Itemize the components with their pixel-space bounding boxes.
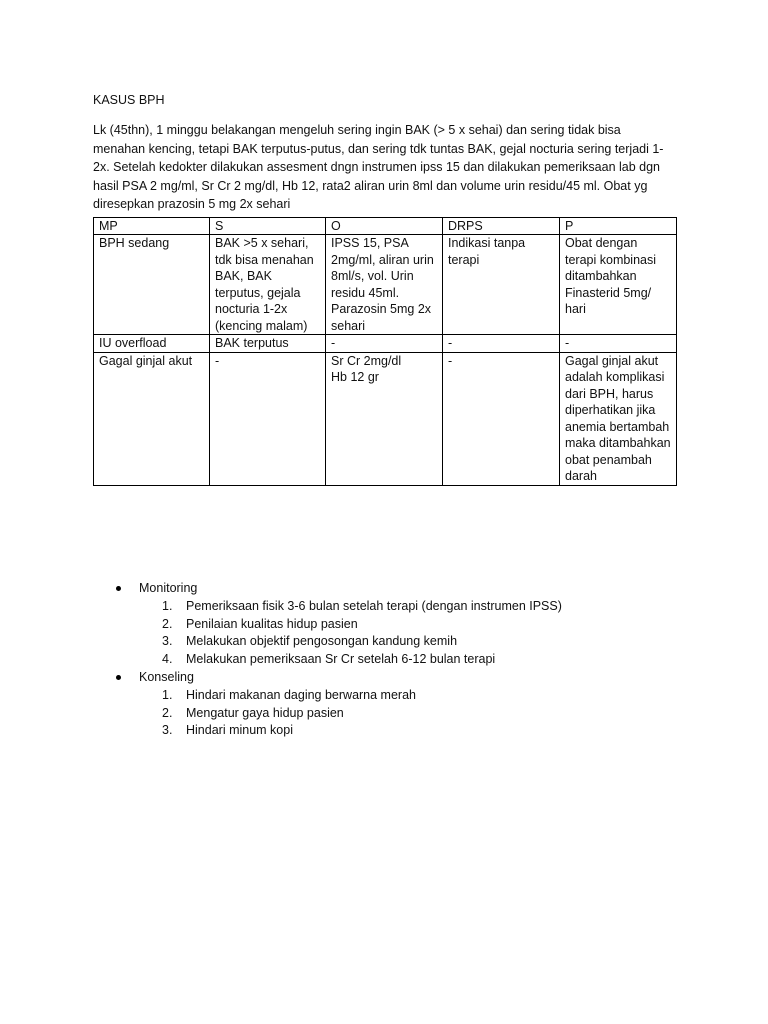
case-description: Lk (45thn), 1 minggu belakangan mengeluh sering ingin BAK (> 5 x sehai) dan sering tidak bisa menahan kencing, tetapi BAK terputus-putus, dan sering tdk tuntas BAK, gejal nocturia sering terjadi 1-2x. Setelah kedokter dilakukan assesment dngn instrumen ipss 15 dan dilakukan pemeriksaan lab dgn hasil PSA 2 mg/ml, Sr Cr 2 mg/dl, Hb 12, rata2 aliran urin 8ml dan volume urin residu/45 ml. Obat yg diresepkan prazosin 5 mg 2x sehari: [93, 123, 664, 211]
plan-lists: [116, 580, 676, 740]
konseling-list: [116, 687, 676, 740]
table-cell: BAK >5 x sehari, tdk bisa menahan BAK, BAK terputus, gejala nocturia 1-2x (kencing malam): [210, 235, 326, 335]
bullet-monitoring: Monitoring: [116, 580, 676, 598]
table-row: [94, 335, 677, 353]
table-cell: BAK terputus: [210, 335, 326, 353]
header-o: O: [326, 217, 443, 235]
list-item: 4. Melakukan pemeriksaan Sr Cr setelah 6-12 bulan terapi: [162, 652, 496, 667]
header-p: P: [560, 217, 677, 235]
list-item: 2. Penilaian kualitas hidup pasien: [162, 616, 358, 631]
table-cell: -: [443, 335, 560, 353]
list-item: 1. Pemeriksaan fisik 3-6 bulan setelah terapi (dengan instrumen IPSS): [162, 598, 562, 613]
table-cell: IU overfload: [94, 335, 210, 353]
list-item: 3. Hindari minum kopi: [162, 723, 293, 738]
table-cell: -: [560, 335, 677, 353]
table-cell: Gagal ginjal akut adalah komplikasi dari BPH, harus diperhatikan jika anemia bertambah maka ditambahkan obat penambah darah: [560, 352, 677, 485]
table-row: [94, 352, 677, 485]
table-row: [94, 235, 677, 335]
monitoring-list: [116, 598, 676, 669]
list-item: 2. Mengatur gaya hidup pasien: [162, 705, 344, 720]
table-cell: BPH sedang: [94, 235, 210, 335]
table-cell: IPSS 15, PSA 2mg/ml, aliran urin 8ml/s, vol. Urin residu 45ml. Parazosin 5mg 2x sehari: [326, 235, 443, 335]
header-drps: DRPS: [443, 217, 560, 235]
table-cell: Obat dengan terapi kombinasi ditambahkan Finasterid 5mg/ hari: [560, 235, 677, 335]
header-s: S: [210, 217, 326, 235]
soap-table: [93, 217, 677, 486]
table-cell: Sr Cr 2mg/dl Hb 12 gr: [326, 352, 443, 485]
document-page: [93, 92, 675, 486]
bullet-konseling: Konseling: [116, 669, 676, 687]
list-item: 1. Hindari makanan daging berwarna merah: [162, 687, 416, 702]
table-cell: Indikasi tanpa terapi: [443, 235, 560, 335]
list-item: 3. Melakukan objektif pengosongan kandung kemih: [162, 634, 458, 649]
table-cell: -: [443, 352, 560, 485]
table-cell: -: [210, 352, 326, 485]
table-cell: Gagal ginjal akut: [94, 352, 210, 485]
header-mp: MP: [94, 217, 210, 235]
table-cell: -: [326, 335, 443, 353]
table-header-row: [94, 217, 677, 235]
document-title: KASUS BPH: [93, 93, 165, 107]
